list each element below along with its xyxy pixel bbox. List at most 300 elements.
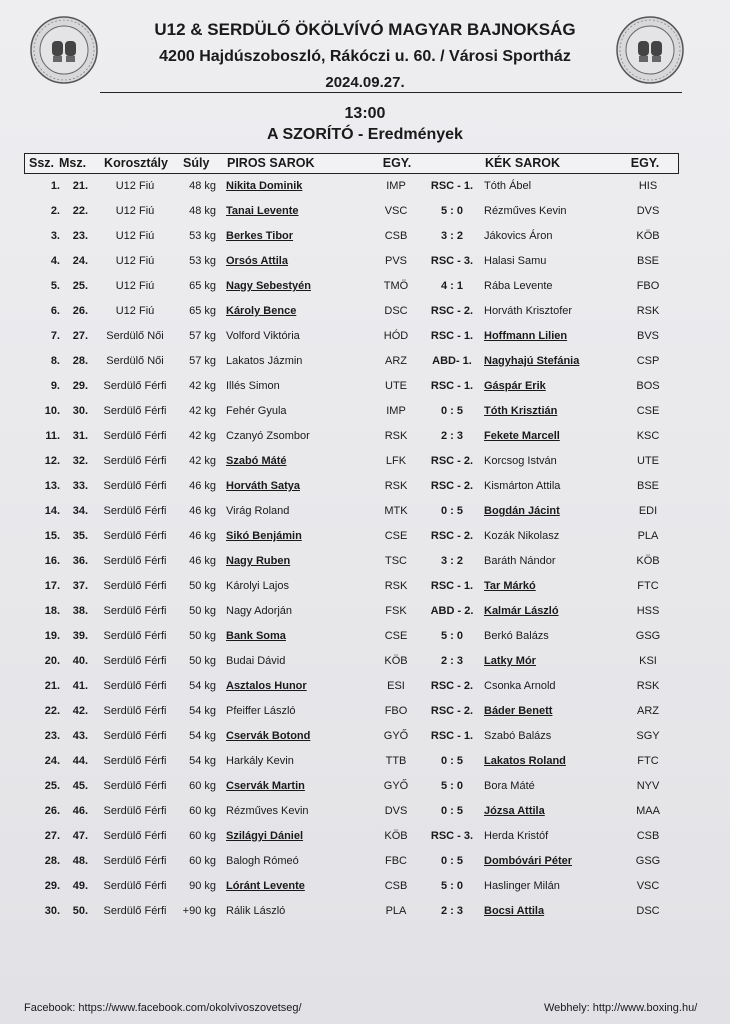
col-msz: Msz. xyxy=(59,156,87,170)
cell-ssz: 6. xyxy=(50,305,60,317)
cell-korosztaly: Serdülő Férfi xyxy=(103,630,167,642)
cell-suly: 57 kg xyxy=(189,355,216,367)
cell-suly: 42 kg xyxy=(189,380,216,392)
cell-blue-boxer: Fekete Marcell xyxy=(484,430,560,442)
cell-result: 3 : 2 xyxy=(440,555,463,567)
cell-result: RSC - 1. xyxy=(430,180,474,192)
table-row xyxy=(24,224,679,249)
cell-msz: 35. xyxy=(72,530,88,542)
cell-korosztaly: Serdülő Férfi xyxy=(103,580,167,592)
cell-red-club: DSC xyxy=(384,305,408,317)
cell-korosztaly: Serdülő Férfi xyxy=(103,705,167,717)
cell-blue-boxer: Tóth Ábel xyxy=(484,180,532,192)
cell-suly: 50 kg xyxy=(189,580,216,592)
cell-result: RSC - 1. xyxy=(430,330,474,342)
cell-ssz: 17. xyxy=(44,580,60,592)
cell-blue-club: RSK xyxy=(636,305,660,317)
cell-blue-boxer: Kozák Nikolasz xyxy=(484,530,560,542)
cell-red-club: RSK xyxy=(384,430,408,442)
cell-red-club: TTB xyxy=(385,755,407,767)
cell-result: ABD - 2. xyxy=(430,605,474,617)
cell-red-club: PVS xyxy=(384,255,407,267)
cell-msz: 36. xyxy=(72,555,88,567)
cell-ssz: 20. xyxy=(44,655,60,667)
cell-suly: 60 kg xyxy=(189,780,216,792)
cell-blue-boxer: Latky Mór xyxy=(484,655,536,667)
cell-blue-boxer: Bogdán Jácint xyxy=(484,505,560,517)
cell-msz: 37. xyxy=(72,580,88,592)
cell-suly: 46 kg xyxy=(189,480,216,492)
cell-blue-boxer: Hoffmann Lilien xyxy=(484,330,568,342)
table-row xyxy=(24,899,679,924)
table-row xyxy=(24,624,679,649)
cell-result: 5 : 0 xyxy=(440,780,463,792)
cell-result: RSC - 2. xyxy=(430,705,474,717)
cell-suly: 65 kg xyxy=(189,305,216,317)
cell-korosztaly: Serdülő Női xyxy=(106,355,164,367)
cell-ssz: 30. xyxy=(44,905,60,917)
cell-result: 5 : 0 xyxy=(440,880,463,892)
table-row xyxy=(24,324,679,349)
cell-red-boxer: Cservák Botond xyxy=(226,730,311,742)
cell-ssz: 16. xyxy=(44,555,60,567)
cell-blue-club: HSS xyxy=(636,605,660,617)
table-row xyxy=(24,774,679,799)
cell-red-club: CSE xyxy=(384,530,408,542)
cell-result: RSC - 1. xyxy=(430,580,474,592)
cell-suly: 60 kg xyxy=(189,830,216,842)
cell-blue-club: KSC xyxy=(636,430,660,442)
cell-korosztaly: Serdülő Férfi xyxy=(103,555,167,567)
table-row xyxy=(24,299,679,324)
cell-korosztaly: Serdülő Férfi xyxy=(103,805,167,817)
cell-msz: 34. xyxy=(72,505,88,517)
cell-suly: 54 kg xyxy=(189,705,216,717)
cell-red-boxer: Czanyó Zsombor xyxy=(226,430,310,442)
cell-suly: 54 kg xyxy=(189,755,216,767)
cell-blue-club: KSI xyxy=(639,655,657,667)
cell-red-boxer: Balogh Rómeó xyxy=(226,855,299,867)
cell-red-club: IMP xyxy=(386,405,406,417)
cell-result: 3 : 2 xyxy=(440,230,463,242)
cell-result: 0 : 5 xyxy=(440,505,463,517)
cell-blue-club: CSB xyxy=(636,830,660,842)
cell-blue-boxer: Szabó Balázs xyxy=(484,730,552,742)
cell-suly: 90 kg xyxy=(189,880,216,892)
header-divider xyxy=(100,92,682,93)
cell-ssz: 23. xyxy=(44,730,60,742)
cell-red-boxer: Rézműves Kevin xyxy=(226,805,309,817)
cell-red-club: TMÖ xyxy=(383,280,409,292)
cell-suly: 57 kg xyxy=(189,330,216,342)
cell-suly: 46 kg xyxy=(189,505,216,517)
cell-ssz: 21. xyxy=(44,680,60,692)
table-row xyxy=(24,599,679,624)
cell-red-boxer: Berkes Tibor xyxy=(226,230,294,242)
cell-suly: 48 kg xyxy=(189,180,216,192)
cell-result: RSC - 3. xyxy=(430,830,474,842)
cell-blue-boxer: Nagyhajú Stefánia xyxy=(484,355,580,367)
cell-msz: 23. xyxy=(72,230,88,242)
website-link[interactable]: Webhely: http://www.boxing.hu/ xyxy=(544,1002,698,1014)
table-row xyxy=(24,499,679,524)
table-row xyxy=(24,174,679,199)
cell-result: 0 : 5 xyxy=(440,855,463,867)
cell-result: RSC - 2. xyxy=(430,305,474,317)
cell-result: RSC - 2. xyxy=(430,480,474,492)
col-korosztaly: Korosztály xyxy=(104,156,168,170)
cell-result: 4 : 1 xyxy=(440,280,463,292)
table-row xyxy=(24,799,679,824)
cell-msz: 50. xyxy=(72,905,88,917)
cell-msz: 26. xyxy=(72,305,88,317)
cell-blue-boxer: Rába Levente xyxy=(484,280,553,292)
cell-blue-boxer: Tóth Krisztián xyxy=(484,405,558,417)
cell-red-club: CSB xyxy=(384,880,408,892)
cell-result: 5 : 0 xyxy=(440,205,463,217)
cell-msz: 22. xyxy=(72,205,88,217)
cell-ssz: 9. xyxy=(50,380,60,392)
cell-blue-boxer: Horváth Krisztofer xyxy=(484,305,573,317)
cell-red-boxer: Sikó Benjámin xyxy=(226,530,302,542)
cell-result: ABD- 1. xyxy=(432,355,472,367)
table-row xyxy=(24,874,679,899)
table-row xyxy=(24,524,679,549)
cell-red-boxer: Bank Soma xyxy=(226,630,286,642)
cell-blue-boxer: Báder Benett xyxy=(484,705,553,717)
cell-ssz: 13. xyxy=(44,480,60,492)
cell-red-club: UTE xyxy=(385,380,407,392)
cell-red-boxer: Virág Roland xyxy=(226,505,290,517)
cell-msz: 31. xyxy=(72,430,88,442)
cell-red-club: RSK xyxy=(384,480,408,492)
cell-result: RSC - 2. xyxy=(430,530,474,542)
table-row xyxy=(24,399,679,424)
cell-ssz: 18. xyxy=(44,605,60,617)
cell-blue-club: UTE xyxy=(637,455,659,467)
cell-msz: 38. xyxy=(72,605,88,617)
cell-korosztaly: Serdülő Férfi xyxy=(103,905,167,917)
table-row xyxy=(24,824,679,849)
cell-korosztaly: U12 Fiú xyxy=(115,180,155,192)
cell-msz: 43. xyxy=(72,730,88,742)
cell-msz: 33. xyxy=(72,480,88,492)
cell-red-boxer: Lóránt Levente xyxy=(226,880,305,892)
cell-result: 0 : 5 xyxy=(440,405,463,417)
cell-ssz: 8. xyxy=(50,355,60,367)
table-row xyxy=(24,674,679,699)
cell-korosztaly: U12 Fiú xyxy=(115,230,155,242)
cell-blue-club: PLA xyxy=(637,530,659,542)
cell-korosztaly: U12 Fiú xyxy=(115,255,155,267)
cell-blue-boxer: Lakatos Roland xyxy=(484,755,566,767)
table-row xyxy=(24,574,679,599)
cell-red-boxer: Szabó Máté xyxy=(226,455,287,467)
cell-ssz: 7. xyxy=(50,330,60,342)
event-time: 13:00 xyxy=(344,105,386,122)
col-kek-sarok: KÉK SAROK xyxy=(485,156,561,170)
table-row xyxy=(24,724,679,749)
cell-red-club: RSK xyxy=(384,580,408,592)
cell-blue-boxer: Korcsog István xyxy=(484,455,557,467)
cell-result: 5 : 0 xyxy=(440,630,463,642)
cell-red-club: VSC xyxy=(384,205,408,217)
cell-msz: 49. xyxy=(72,880,88,892)
cell-msz: 28. xyxy=(72,355,88,367)
cell-result: RSC - 3. xyxy=(430,255,474,267)
cell-msz: 39. xyxy=(72,630,88,642)
cell-result: RSC - 2. xyxy=(430,680,474,692)
table-row xyxy=(24,349,679,374)
cell-msz: 40. xyxy=(72,655,88,667)
cell-blue-club: BSE xyxy=(636,255,659,267)
cell-result: RSC - 1. xyxy=(430,730,474,742)
table-row xyxy=(24,249,679,274)
cell-result: RSC - 2. xyxy=(430,455,474,467)
cell-suly: 42 kg xyxy=(189,430,216,442)
cell-result: 0 : 5 xyxy=(440,805,463,817)
cell-suly: 65 kg xyxy=(189,280,216,292)
cell-blue-club: CSE xyxy=(636,405,660,417)
cell-korosztaly: Serdülő Férfi xyxy=(103,855,167,867)
event-location: 4200 Hajdúszoboszló, Rákóczi u. 60. / Városi Sportház xyxy=(159,48,571,65)
cell-msz: 30. xyxy=(72,405,88,417)
col-egy-red: EGY. xyxy=(382,156,412,170)
col-piros-sarok: PIROS SAROK xyxy=(227,156,315,170)
cell-red-boxer: Volford Viktória xyxy=(226,330,300,342)
cell-red-boxer: Nagy Ruben xyxy=(226,555,291,567)
cell-red-club: GYŐ xyxy=(383,730,409,742)
cell-blue-club: HIS xyxy=(638,180,658,192)
cell-msz: 29. xyxy=(72,380,88,392)
cell-blue-boxer: Bora Máté xyxy=(484,780,535,792)
cell-msz: 24. xyxy=(72,255,88,267)
cell-msz: 47. xyxy=(72,830,88,842)
cell-korosztaly: Serdülő Férfi xyxy=(103,480,167,492)
cell-ssz: 14. xyxy=(44,505,60,517)
cell-blue-boxer: Haslinger Milán xyxy=(484,880,560,892)
cell-ssz: 15. xyxy=(44,530,60,542)
cell-suly: 50 kg xyxy=(189,605,216,617)
cell-red-boxer: Cservák Martin xyxy=(226,780,305,792)
cell-blue-club: DVS xyxy=(636,205,660,217)
cell-result: 2 : 3 xyxy=(440,905,463,917)
cell-ssz: 3. xyxy=(50,230,60,242)
cell-red-club: FBC xyxy=(385,855,407,867)
cell-blue-club: SGY xyxy=(636,730,660,742)
cell-blue-club: BSE xyxy=(636,480,659,492)
cell-korosztaly: Serdülő Férfi xyxy=(103,780,167,792)
cell-blue-club: BVS xyxy=(636,330,659,342)
cell-red-boxer: Nagy Adorján xyxy=(226,605,293,617)
cell-red-club: DVS xyxy=(384,805,408,817)
cell-ssz: 10. xyxy=(44,405,60,417)
cell-blue-boxer: Berkó Balázs xyxy=(484,630,549,642)
table-row xyxy=(24,424,679,449)
cell-ssz: 26. xyxy=(44,805,60,817)
cell-korosztaly: Serdülő Férfi xyxy=(103,880,167,892)
cell-red-boxer: Károlyi Lajos xyxy=(226,580,289,592)
cell-ssz: 12. xyxy=(44,455,60,467)
cell-red-boxer: Lakatos Jázmin xyxy=(226,355,303,367)
cell-korosztaly: Serdülő Férfi xyxy=(103,405,167,417)
table-row xyxy=(24,749,679,774)
cell-suly: 48 kg xyxy=(189,205,216,217)
cell-blue-club: DSC xyxy=(636,905,660,917)
cell-msz: 46. xyxy=(72,805,88,817)
cell-suly: 50 kg xyxy=(189,655,216,667)
cell-ssz: 19. xyxy=(44,630,60,642)
cell-korosztaly: Serdülő Férfi xyxy=(103,605,167,617)
cell-blue-boxer: Halasi Samu xyxy=(484,255,547,267)
col-egy-blue: EGY. xyxy=(630,156,660,170)
table-row xyxy=(24,274,679,299)
cell-suly: 53 kg xyxy=(189,230,216,242)
col-suly: Súly xyxy=(183,156,210,170)
cell-blue-club: BOS xyxy=(636,380,660,392)
cell-korosztaly: Serdülő Férfi xyxy=(103,530,167,542)
event-date: 2024.09.27. xyxy=(325,74,405,91)
cell-suly: 46 kg xyxy=(189,530,216,542)
cell-blue-club: FBO xyxy=(636,280,660,292)
cell-korosztaly: Serdülő Férfi xyxy=(103,505,167,517)
cell-suly: 54 kg xyxy=(189,680,216,692)
table-row xyxy=(24,449,679,474)
cell-red-club: ARZ xyxy=(385,355,407,367)
cell-ssz: 2. xyxy=(50,205,60,217)
cell-suly: 60 kg xyxy=(189,855,216,867)
cell-red-boxer: Károly Bence xyxy=(226,305,297,317)
cell-blue-club: GSG xyxy=(635,630,661,642)
cell-red-club: CSB xyxy=(384,230,408,242)
cell-ssz: 27. xyxy=(44,830,60,842)
cell-msz: 25. xyxy=(72,280,88,292)
cell-red-club: KÖB xyxy=(384,830,408,842)
table-row xyxy=(24,649,679,674)
cell-blue-club: MAA xyxy=(636,805,660,817)
cell-red-club: CSE xyxy=(384,630,408,642)
cell-blue-boxer: Csonka Arnold xyxy=(484,680,556,692)
cell-red-boxer: Fehér Gyula xyxy=(226,405,287,417)
cell-korosztaly: Serdülő Férfi xyxy=(103,680,167,692)
cell-blue-boxer: Gáspár Erik xyxy=(484,380,546,392)
cell-red-club: LFK xyxy=(385,455,407,467)
cell-suly: 42 kg xyxy=(189,455,216,467)
cell-red-boxer: Horváth Satya xyxy=(226,480,300,492)
cell-suly: 42 kg xyxy=(189,405,216,417)
cell-ssz: 25. xyxy=(44,780,60,792)
cell-ssz: 29. xyxy=(44,880,60,892)
cell-red-club: KÖB xyxy=(384,655,408,667)
cell-red-club: IMP xyxy=(386,180,406,192)
cell-ssz: 4. xyxy=(50,255,60,267)
cell-blue-club: VSC xyxy=(636,880,660,892)
table-row xyxy=(24,849,679,874)
cell-korosztaly: Serdülő Férfi xyxy=(103,830,167,842)
cell-result: RSC - 1. xyxy=(430,380,474,392)
cell-red-boxer: Nikita Dominik xyxy=(226,180,303,192)
table-row xyxy=(24,549,679,574)
cell-red-boxer: Pfeiffer László xyxy=(226,705,296,717)
cell-result: 2 : 3 xyxy=(440,430,463,442)
cell-korosztaly: Serdülő Női xyxy=(106,330,164,342)
cell-blue-club: NYV xyxy=(636,780,660,792)
cell-blue-boxer: Bocsi Attila xyxy=(484,905,545,917)
cell-blue-boxer: Kismárton Attila xyxy=(484,480,561,492)
cell-suly: 54 kg xyxy=(189,730,216,742)
cell-blue-club: FTC xyxy=(637,755,659,767)
cell-msz: 44. xyxy=(72,755,88,767)
cell-result: 2 : 3 xyxy=(440,655,463,667)
cell-result: 0 : 5 xyxy=(440,755,463,767)
cell-red-club: ESI xyxy=(387,680,405,692)
cell-red-boxer: Rálik László xyxy=(226,905,286,917)
cell-blue-club: CSP xyxy=(636,355,660,367)
cell-blue-boxer: Rézműves Kevin xyxy=(484,205,567,217)
table-row xyxy=(24,199,679,224)
cell-msz: 42. xyxy=(72,705,88,717)
cell-ssz: 24. xyxy=(44,755,60,767)
cell-ssz: 1. xyxy=(50,180,60,192)
cell-ssz: 28. xyxy=(44,855,60,867)
page-title: U12 & SERDÜLŐ ÖKÖLVÍVÓ MAGYAR BAJNOKSÁG xyxy=(154,20,576,39)
cell-red-boxer: Szilágyi Dániel xyxy=(226,830,304,842)
cell-blue-club: GSG xyxy=(635,855,661,867)
results-subtitle: A SZORÍTÓ - Eredmények xyxy=(267,126,463,143)
cell-blue-boxer: Kalmár László xyxy=(484,605,559,617)
cell-ssz: 5. xyxy=(50,280,60,292)
cell-msz: 21. xyxy=(72,180,88,192)
cell-blue-club: EDI xyxy=(638,505,658,517)
table-header xyxy=(24,153,679,174)
cell-red-boxer: Orsós Attila xyxy=(226,255,288,267)
cell-korosztaly: U12 Fiú xyxy=(115,205,155,217)
cell-korosztaly: Serdülő Férfi xyxy=(103,455,167,467)
cell-red-boxer: Harkály Kevin xyxy=(226,755,294,767)
cell-red-club: FSK xyxy=(385,605,407,617)
cell-korosztaly: Serdülő Férfi xyxy=(103,655,167,667)
cell-korosztaly: U12 Fiú xyxy=(115,305,155,317)
cell-korosztaly: Serdülő Férfi xyxy=(103,380,167,392)
cell-red-boxer: Tanai Levente xyxy=(226,205,299,217)
table-row xyxy=(24,699,679,724)
cell-blue-boxer: Baráth Nándor xyxy=(484,555,556,567)
cell-red-boxer: Illés Simon xyxy=(226,380,280,392)
cell-red-club: PLA xyxy=(385,905,407,917)
cell-blue-club: ARZ xyxy=(637,705,659,717)
cell-blue-boxer: Tar Márkó xyxy=(484,580,536,592)
cell-suly: +90 kg xyxy=(182,905,216,917)
cell-red-club: MTK xyxy=(384,505,408,517)
cell-blue-boxer: Herda Kristóf xyxy=(484,830,549,842)
cell-blue-boxer: Józsa Attila xyxy=(484,805,545,817)
cell-red-club: TSC xyxy=(385,555,407,567)
cell-suly: 53 kg xyxy=(189,255,216,267)
cell-red-boxer: Asztalos Hunor xyxy=(226,680,307,692)
cell-blue-club: RSK xyxy=(636,680,660,692)
cell-red-boxer: Nagy Sebestyén xyxy=(226,280,311,292)
results-table xyxy=(24,153,679,924)
col-ssz: Ssz. xyxy=(29,156,55,170)
cell-msz: 41. xyxy=(72,680,88,692)
cell-msz: 48. xyxy=(72,855,88,867)
cell-suly: 60 kg xyxy=(189,805,216,817)
cell-blue-boxer: Dombóvári Péter xyxy=(484,855,573,867)
facebook-link[interactable]: Facebook: https://www.facebook.com/okolvivoszovetseg/ xyxy=(24,1002,302,1014)
cell-blue-club: KÖB xyxy=(636,230,660,242)
cell-red-club: HÓD xyxy=(383,330,409,342)
cell-blue-club: FTC xyxy=(637,580,659,592)
